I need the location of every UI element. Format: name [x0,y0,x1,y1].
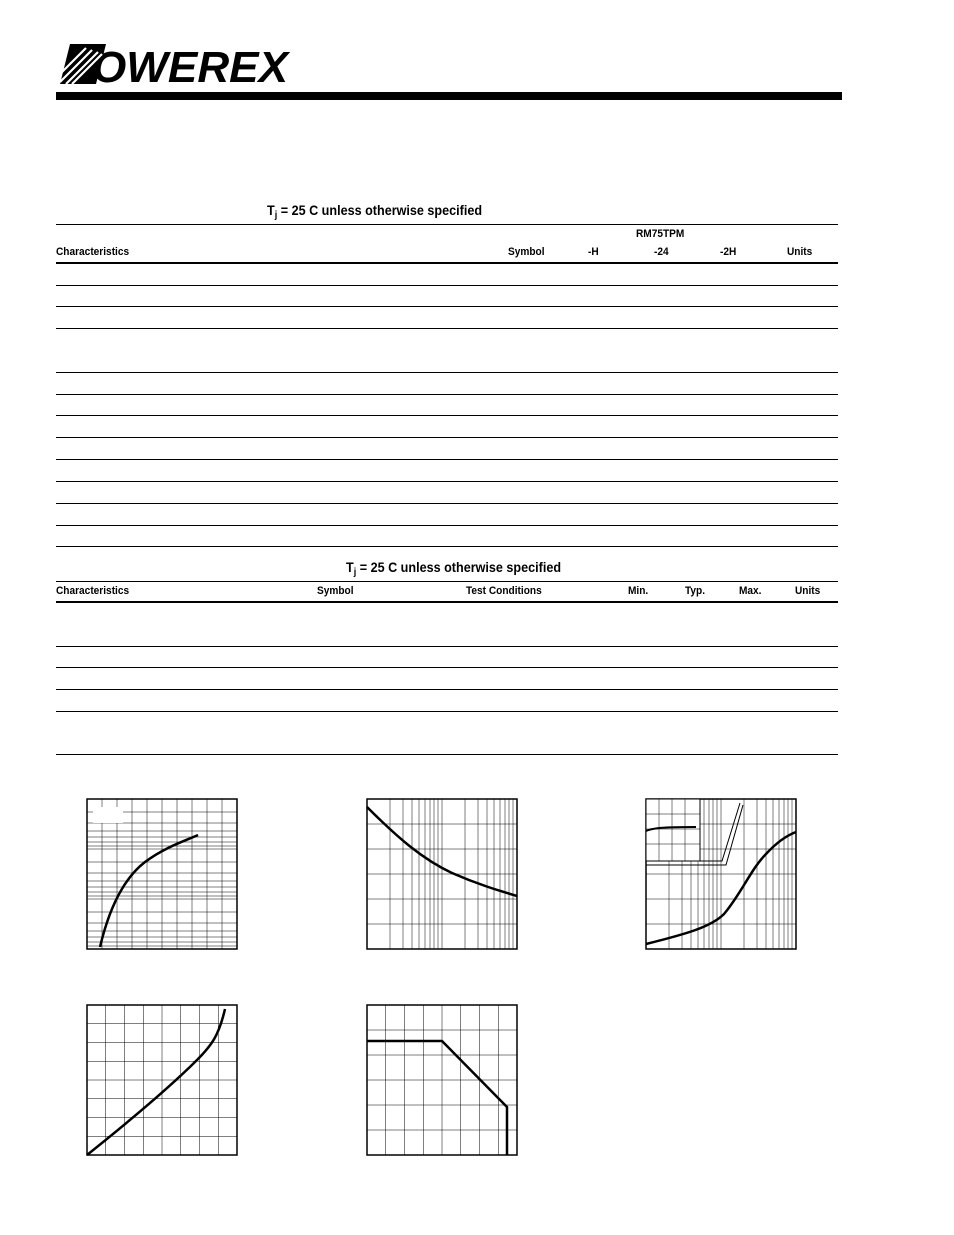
table2-col-units: Units [795,585,821,597]
table-row [56,525,838,526]
table2-condition: $T_j = 25$ C unless otherwise specified [346,559,562,578]
graph-4 [87,1005,237,1155]
table1-col-characteristics: Characteristics [56,246,130,258]
table1-col-h: -H [588,246,599,258]
graph-3 [646,799,796,949]
table-row [56,372,838,373]
table2-col-characteristics: Characteristics [56,585,130,597]
table2-bottom-rule [56,754,838,755]
table-row [56,459,838,460]
table1-col-symbol: Symbol [508,246,545,258]
table2-top-rule [56,581,838,582]
table-row [56,481,838,482]
table-row [56,328,838,329]
table1-bottom-rule [56,546,838,547]
table2-col-max: Max. [739,585,762,597]
table-row [56,503,838,504]
table1-col-24: -24 [654,246,669,258]
table-row [56,711,838,712]
table1-col-units: Units [787,246,813,258]
table1-top-rule [56,224,838,225]
graph-5 [367,1005,517,1155]
table2-header-rule [56,601,838,603]
table-row [56,415,838,416]
header-bar [56,92,842,100]
table-row [56,689,838,690]
table1-col-2h: -2H [720,246,737,258]
table-row [56,667,838,668]
table2-col-symbol: Symbol [317,585,354,597]
powerex-logo [56,40,292,88]
table1-group-header: RM75TPM [636,228,685,240]
table1-header-rule [56,262,838,264]
table2-col-test-conditions: Test Conditions [466,585,542,597]
table-row [56,646,838,647]
table-row [56,285,838,286]
table1-condition: $T_j = 25$ C unless otherwise specified [267,202,483,221]
graph-2 [367,799,517,949]
graph-1 [87,799,237,949]
table-row [56,306,838,307]
table-row [56,437,838,438]
svg-text:OWEREX: OWEREX [92,43,291,88]
table2-col-min: Min. [628,585,649,597]
table2-col-typ: Typ. [685,585,706,597]
table-row [56,394,838,395]
